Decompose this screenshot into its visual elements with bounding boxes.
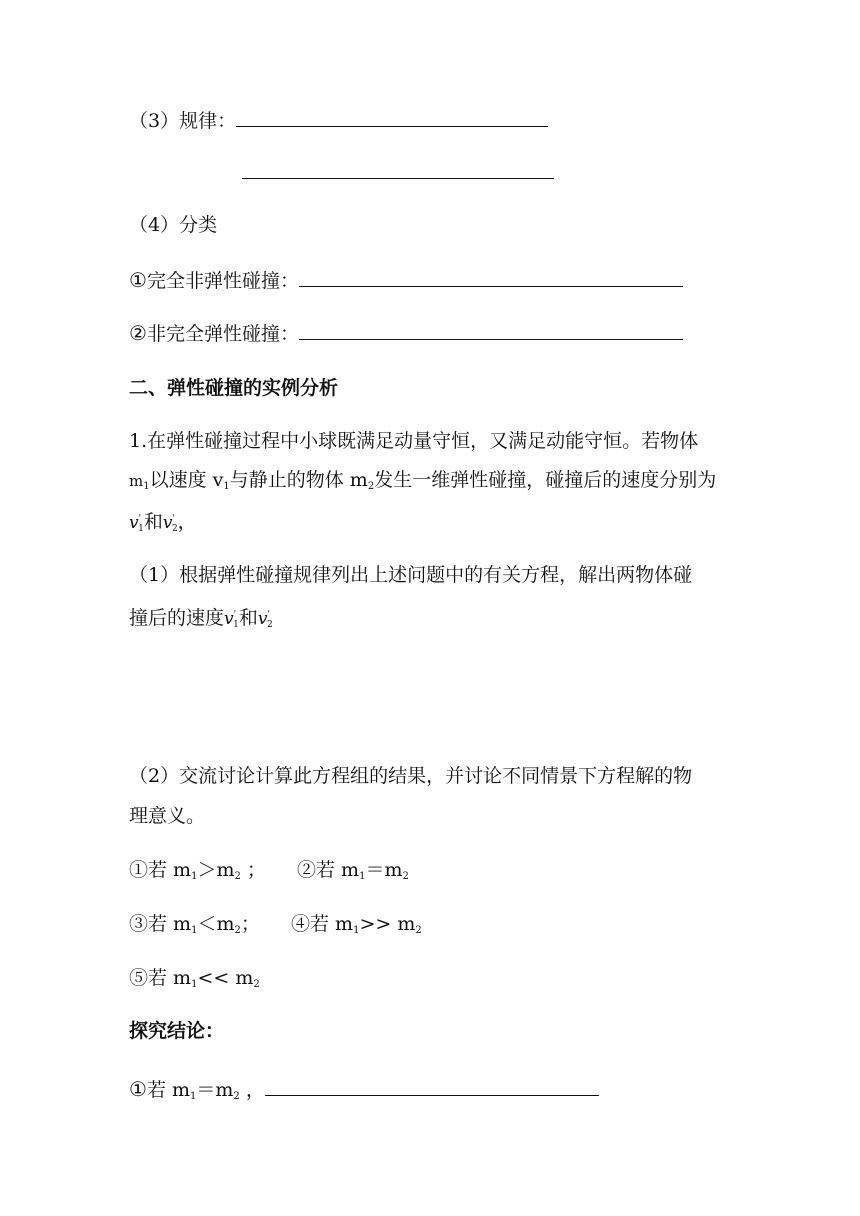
classify-item-2-blank[interactable]	[299, 321, 683, 340]
conclusion-blank[interactable]	[265, 1077, 599, 1096]
rule-line-2	[242, 160, 554, 185]
rule-blank[interactable]	[236, 108, 548, 127]
classify-item-2	[129, 321, 683, 346]
v1-prime-q1: v'1	[224, 609, 239, 630]
case-3: ③若 $m_1<m_2$；	[129, 913, 260, 936]
case-4: ④若 $m_1>> m_2$	[291, 913, 422, 936]
classify-item-1-number: ①	[129, 268, 147, 292]
case-1: ①若 $m_1>m_2$ ；	[129, 859, 266, 882]
v2-prime-q1: v'2	[257, 609, 273, 630]
conclusion-item-1: ①若 $m_1=m_2$ ，	[129, 1077, 599, 1109]
case-row-3	[129, 966, 260, 997]
classify-item-2-number: ②	[129, 321, 147, 345]
classify-heading: （4）分类	[129, 214, 218, 236]
case-5: ⑤若 $m_1<< m_2$	[129, 967, 260, 990]
problem-1-line-2: $m_1$以速度 $v_1$与静止的物体 $m_2$发生一维弹性碰撞，碰撞后的速度分别为	[129, 469, 717, 492]
case-row-2	[129, 912, 422, 943]
case-row-1	[129, 858, 409, 889]
classify-item-1-label: 完全非弹性碰撞：	[146, 270, 299, 292]
question-2-line-1: （2）交流讨论计算此方程组的结果，并讨论不同情景下方程解的物	[129, 765, 693, 787]
section-2-title: 二、弹性碰撞的实例分析	[129, 377, 339, 399]
v2-prime: v'2	[162, 513, 178, 534]
classify-item-1	[129, 268, 683, 293]
rule-line	[129, 108, 548, 133]
rule-label: （3）规律：	[129, 110, 237, 132]
v1-prime: v'1	[129, 513, 144, 534]
question-1-line-1: （1）根据弹性碰撞规律列出上述问题中的有关方程，解出两物体碰	[129, 564, 693, 586]
rule-blank-2[interactable]	[242, 160, 554, 179]
question-2-line-2: 理意义。	[129, 805, 206, 827]
case-2: ②若 $m_1=m_2$	[297, 859, 409, 882]
conclusion-title: 探究结论：	[129, 1020, 225, 1042]
question-1-line-2: 撞后的速度v'1和v'2	[129, 607, 273, 630]
problem-1-line-1: 1.在弹性碰撞过程中小球既满足动量守恒，又满足动能守恒。若物体	[129, 430, 699, 452]
problem-1-line-3: v'1和v'2，	[129, 511, 197, 534]
classify-item-1-blank[interactable]	[299, 268, 683, 287]
classify-item-2-label: 非完全弹性碰撞：	[146, 323, 299, 345]
